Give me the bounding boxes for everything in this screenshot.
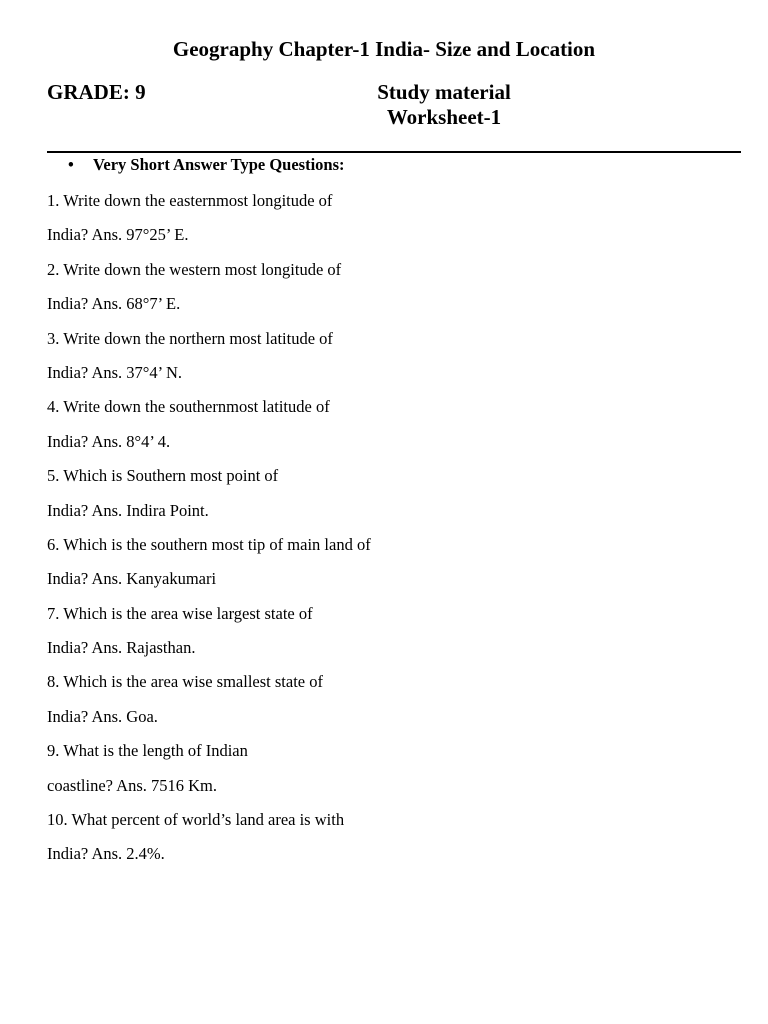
question-line: 5. Which is Southern most point of (47, 466, 279, 486)
answer-line: India? Ans. Rajasthan. (47, 638, 196, 658)
question-line: 7. Which is the area wise largest state of (47, 603, 313, 623)
question-answer-list (47, 190, 727, 878)
grade-label: GRADE: 9 (47, 80, 146, 104)
horizontal-divider (47, 151, 741, 153)
study-material-label: Study material (377, 80, 511, 104)
question-line: 8. Which is the area wise smallest state of (47, 672, 323, 692)
answer-line: India? Ans. 2.4%. (47, 844, 165, 864)
section-heading-text: Very Short Answer Type Questions: (93, 155, 345, 174)
answer-line: India? Ans. Kanyakumari (47, 569, 217, 589)
answer-line: India? Ans. Indira Point. (47, 500, 209, 520)
answer-line: India? Ans. 8°4’ 4. (47, 431, 171, 451)
answer-line: India? Ans. 68°7’ E. (47, 294, 181, 314)
question-line: 1. Write down the easternmost longitude of (47, 191, 333, 210)
section-heading (68, 155, 345, 175)
question-line: 6. Which is the southern most tip of main land of (47, 534, 371, 554)
answer-line: India? Ans. 97°25’ E. (47, 225, 189, 245)
answer-line: coastline? Ans. 7516 Km. (47, 775, 218, 795)
study-material-block (344, 80, 544, 130)
question-line: 9. What is the length of Indian (47, 741, 248, 761)
question-line: 3. Write down the northern most latitude of (47, 328, 333, 348)
worksheet-label: Worksheet-1 (386, 105, 502, 129)
document-title: Geography Chapter-1 India- Size and Location (172, 37, 596, 61)
question-line: 10. What percent of world’s land area is with (47, 810, 345, 830)
question-line: 2. Write down the western most longitude of (47, 259, 342, 279)
question-line: 4. Write down the southernmost latitude of (47, 397, 330, 417)
answer-line: India? Ans. 37°4’ N. (47, 362, 183, 382)
bullet-icon: • (68, 155, 74, 174)
answer-line: India? Ans. Goa. (47, 706, 158, 726)
